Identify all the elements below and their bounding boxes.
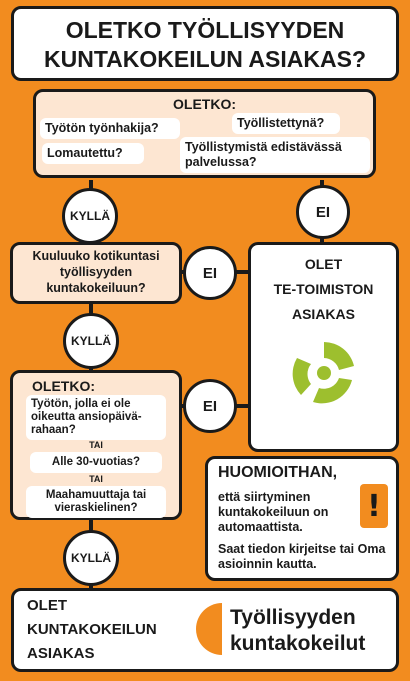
- yes-circle: KYLLÄ: [63, 530, 119, 586]
- separator-text: TAI: [89, 474, 103, 484]
- result-label: KUNTAKOKEILUN: [27, 621, 157, 638]
- no-circle: EI: [183, 379, 237, 433]
- exclamation-icon: !: [360, 484, 388, 528]
- no-circle: EI: [296, 185, 350, 239]
- notice-heading: HUOMIOITHAN,: [218, 464, 338, 481]
- result-label: OLET: [27, 597, 67, 614]
- step3-heading: OLETKO:: [32, 378, 95, 394]
- step1-heading: OLETKO:: [173, 96, 236, 112]
- te-office-label: TE-TOIMISTON: [273, 281, 374, 297]
- page-title-line2: KUNTAKOKEILUN ASIAKAS?: [44, 46, 366, 72]
- step3-option: Alle 30-vuotias?: [30, 452, 162, 473]
- notice-body: että siirtyminen kuntakokeiluun on automaattista.: [218, 490, 329, 534]
- brand-name-line2: kuntakokeilut: [230, 632, 366, 655]
- te-office-logo-icon: [291, 340, 357, 406]
- brand-logo-icon: [196, 603, 222, 655]
- page-title: OLETKO TYÖLLISYYDEN: [65, 17, 345, 43]
- step1-option: Lomautettu?: [42, 143, 144, 164]
- step1-option: Työtön työnhakija?: [40, 118, 180, 139]
- notice-footer: Saat tiedon kirjeitse tai Oma asioinnin kautta.: [218, 542, 386, 571]
- separator-text: TAI: [89, 440, 103, 450]
- te-office-label: ASIAKAS: [291, 306, 355, 322]
- no-circle: EI: [183, 246, 237, 300]
- step3-option: Maahamuuttaja tai vieraskielinen?: [26, 486, 166, 518]
- te-office-label: OLET: [304, 256, 343, 272]
- step1-option: Työllistettynä?: [232, 113, 340, 134]
- result-label: ASIAKAS: [27, 645, 95, 662]
- yes-circle: KYLLÄ: [62, 188, 118, 244]
- step1-option: Työllistymistä edistävässä palvelussa?: [180, 137, 370, 173]
- brand-name: Työllisyyden: [230, 606, 356, 629]
- step2-question: Kuuluuko kotikuntasi työllisyyden kuntakokeiluun?: [32, 249, 160, 295]
- step3-option: Työtön, jolla ei ole oikeutta ansiopäivä-rahaan?: [26, 395, 166, 440]
- yes-circle: KYLLÄ: [63, 313, 119, 369]
